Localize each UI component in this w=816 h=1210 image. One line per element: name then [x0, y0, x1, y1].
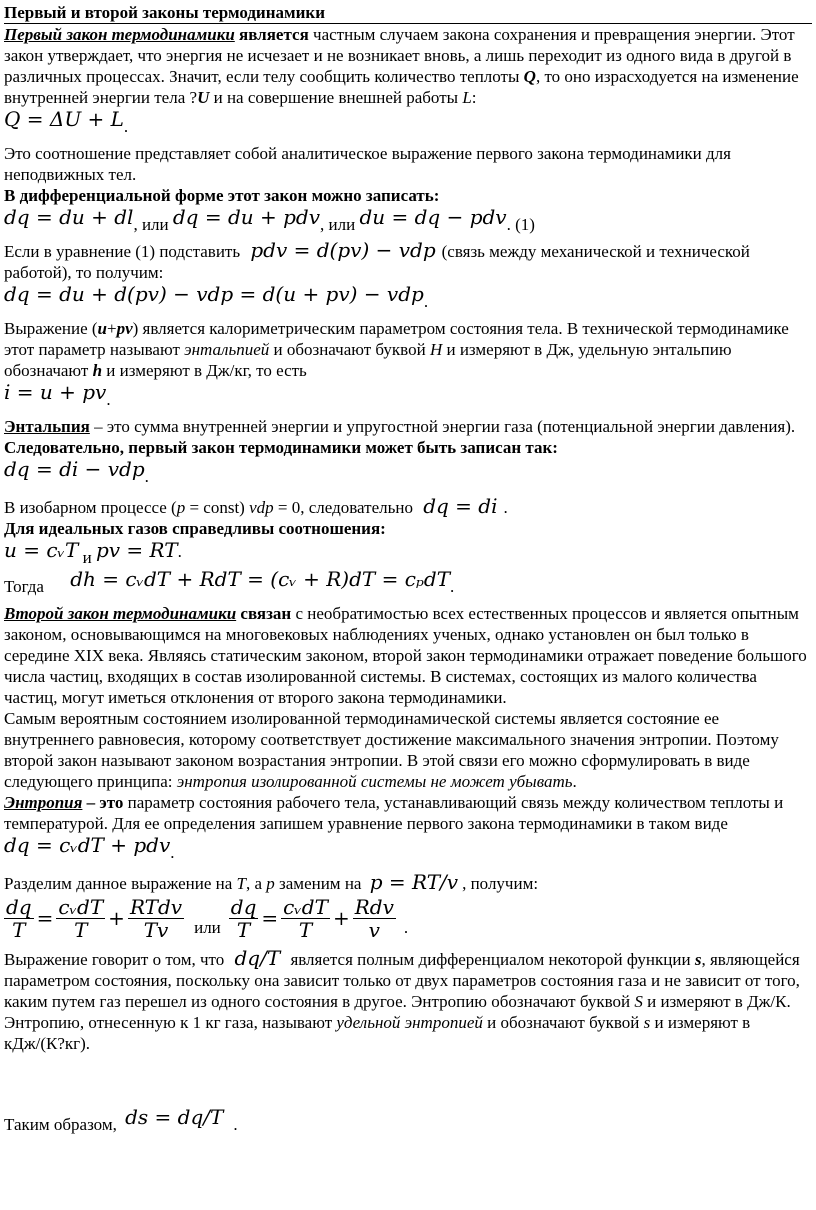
formula-line-result1: dq = du + d(pv) − vdp = d(u + pv) − vdp. [4, 282, 429, 311]
paragraph-differential-heading: В дифференциальной форме этот закон можно записать: [4, 186, 440, 205]
formula-line-fractions: $\frac{dq}{T}$ = $\frac{\text{cᵥdT}}{T}$ + $\frac{\text{RTdv}}{Tv}$ или $\frac{dq}{T}$ = $\frac{\text{cᵥdT}}{T}$ + $\frac{\text{Rdv}}{v}$ . [6, 895, 409, 942]
formula-line-enthalpy: i = u + pv. [4, 380, 111, 409]
formula-line-first-law: Q = ΔU + L. [4, 107, 129, 136]
formula-line-ideal: u = cᵥT и pv = RT. [4, 538, 182, 567]
fraction-equation-1: $\frac{dq}{T}$ = $\frac{\text{cᵥdT}}{T}$ + $\frac{\text{RTdv}}{Tv}$ [6, 895, 183, 942]
principle-entropy: энтропия изолированной системы не может убывать [176, 772, 573, 791]
formula-first-law: Q = ΔU + L [4, 107, 124, 131]
term-second-law: Второй закон термодинамики [4, 604, 237, 623]
formula-dq-over-T: dq/T [234, 946, 281, 970]
fraction-equation-2: $\frac{dq}{T}$ = $\frac{\text{cᵥdT}}{T}$ + $\frac{\text{Rdv}}{v}$ [230, 895, 394, 942]
formula-dq-du-dl: dq = du + dl [4, 205, 134, 229]
paragraph-enthalpy: Выражение (u+pv) является калориметрическим параметром состояния тела. В технической термодинамике этот параметр называют энтальпией и обозначают буквой H и измеряют в Дж, удельную энтальпию обозначают h и измеряют в Дж/кг, то есть [4, 319, 789, 380]
formula-dq-du-pdv: dq = du + pdv [172, 205, 321, 229]
paragraph-analytic: Это соотношение представляет собой аналитическое выражение первого закона термодинамики для неподвижных тел. [4, 144, 731, 184]
paragraph-full-differential: Выражение говорит о том, что dq/T является полным дифференциалом некоторой функции s, являющейся параметром состояния, поскольку она зависит только от двух параметров состояния газа и не зависит от того, каким путем газ перешел из одного состояния в другое. Энтропию обозначают буквой S и измеряют в Дж/К. Энтропию, отнесенную к 1 кг газа, называют удельной энтропией и обозначают буквой s и измеряют в кДж/(К?кг). [4, 946, 800, 1053]
paragraph-isobaric: В изобарном процессе (p = const) vdp = 0, следовательно dq = di . [4, 494, 508, 518]
formula-line-then: Тогда dh = cᵥdT + RdT = (cᵥ + R)dT = cₚdT. [4, 567, 455, 596]
term-enthalpy: Энтальпия [4, 417, 90, 436]
formula-result1: dq = du + d(pv) − vdp = d(u + pv) − vdp [4, 282, 424, 306]
paragraph-divide: Разделим данное выражение на T, а p заменим на p = RT/v , получим: [4, 870, 539, 894]
formula-dq-cvdT-pdv: dq = cᵥdT + pdv [4, 833, 171, 857]
formula-enthalpy: i = u + pv [4, 380, 107, 404]
document-title: Первый и второй законы термодинамики [4, 2, 812, 24]
formula-p-RT-v: p = RT/v [369, 870, 459, 894]
term-first-law: Первый закон термодинамики [4, 25, 235, 44]
formula-ds-dq-T: ds = dq/T [125, 1105, 224, 1129]
formula-result2: dq = di − vdp [4, 457, 145, 481]
paragraph-probable-state: Самым вероятным состоянием изолированной термодинамической системы является состояние ее внутреннего равновесия, которому соответствует достижение максимального значения энтропии. Поэтому второй закон называют законом возрастания энтропии. В этой связи его можно сформулировать в виде следующего принципа: энтропия изолированной системы не может убывать. [4, 709, 779, 791]
paragraph-second-law: Второй закон термодинамики связан с необратимостью всех естественных процессов и является опытным законом, основывающимся на многовековых наблюдениях ученых, однако установлен он был только в середине XIX века. Являясь статическим законом, второй закон термодинамики отражает поведение большого числа частиц, входящих в состав изолированной системы. В системах, состоящих из малого количества частиц, могут иметься отклонения от второго закона термодинамики. [4, 604, 807, 707]
formula-line-result2: dq = di − vdp. [4, 457, 149, 486]
paragraph-conclusion: Следовательно, первый закон термодинамики может быть записан так: [4, 438, 558, 457]
formula-line-differential: dq = du + dl, или dq = du + pdv, или du = dq − pdv. (1) [4, 205, 535, 234]
term-enthalpy-italic: энтальпией [184, 340, 270, 359]
term-specific-entropy: удельной энтропией [336, 1013, 483, 1032]
formula-isobaric: dq = di [423, 494, 498, 518]
paragraph-entropy-definition: Энтропия – это параметр состояния рабочего тела, устанавливающий связь между количеством теплоты и температурой. Для ее определения запишем уравнение первого закона термодинамики в таком виде [4, 793, 784, 833]
verb-is: является [239, 25, 309, 44]
paragraph-ideal-gas-heading: Для идеальных газов справедливы соотношения: [4, 519, 386, 538]
paragraph-substitute: Если в уравнение (1) подставить pdv = d(pv) − vdp (связь между механической и технической работой), то получим: [4, 238, 750, 282]
formula-u-cvT: u = cᵥT [4, 538, 79, 562]
paragraph-first-law: Первый закон термодинамики является частным случаем закона сохранения и превращения энергии. Этот закон утверждает, что энергия не исчезает и не возникает вновь, а лишь переходит из одного вида в другой в различных процессах. Значит, если телу сообщить количество теплоты Q, то оно израсходуется на изменение внутренней энергии тела ?U и на совершение внешней работы L: [4, 25, 799, 107]
term-entropy: Энтропия [4, 793, 83, 812]
paragraph-enthalpy-definition: Энтальпия – это сумма внутренней энергии и упругостной энергии газа (потенциальной энергии давления). [4, 417, 796, 436]
formula-du-dq-pdv: du = dq − pdv [359, 205, 507, 229]
formula-dh: dh = cᵥdT + RdT = (cᵥ + R)dT = cₚdT [70, 567, 451, 591]
formula-line-entropy: dq = cᵥdT + pdv. [4, 833, 175, 862]
formula-pv-RT: pv = RT [95, 538, 178, 562]
formula-line-final: Таким образом, ds = dq/T . [4, 1105, 238, 1134]
formula-pdv-relation: pdv = d(pv) − vdp [250, 238, 436, 262]
